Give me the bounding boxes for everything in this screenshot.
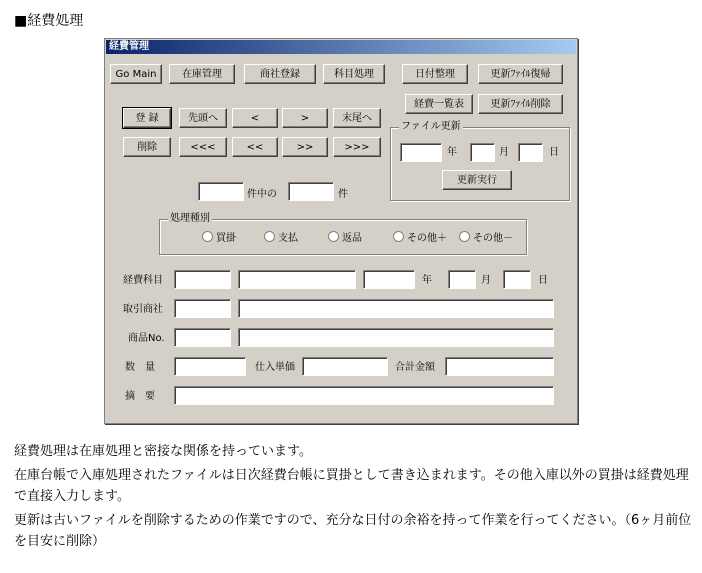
supplier-code-field[interactable]: [174, 299, 231, 318]
count-mid-label: 件中の: [247, 189, 277, 200]
expense-list-button[interactable]: 経費一覧表: [405, 94, 473, 114]
radio-circle: [328, 231, 339, 242]
unit-price-field[interactable]: [302, 357, 388, 376]
radio-circle: [393, 231, 404, 242]
summary-field[interactable]: [174, 386, 554, 405]
radio-accounts-payable[interactable]: [202, 231, 236, 246]
radio-other-minus[interactable]: [459, 231, 513, 246]
update-year-label: 年: [447, 147, 457, 158]
product-no-label: 商品No.: [128, 333, 165, 344]
file-restore-button[interactable]: 更新ﾌｧｲﾙ復帰: [478, 64, 563, 84]
radio-label: その他－: [473, 233, 513, 244]
radio-circle: [202, 231, 213, 242]
update-year-field[interactable]: [400, 143, 442, 162]
expense-item-label: 経費科目: [123, 275, 163, 286]
update-month-label: 月: [499, 147, 509, 158]
current-count-field[interactable]: [198, 182, 244, 201]
next-many-button[interactable]: >>>: [333, 137, 381, 157]
file-delete-button[interactable]: 更新ﾌｧｲﾙ削除: [478, 94, 563, 114]
first-record-button[interactable]: 先頭へ: [179, 108, 227, 128]
run-update-button[interactable]: 更新実行: [442, 170, 512, 190]
radio-label: その他＋: [407, 233, 447, 244]
last-record-button[interactable]: 末尾へ: [333, 108, 381, 128]
description-paragraph-1: 経費処理は在庫処理と密接な関係を持っています。: [14, 444, 312, 459]
prev-some-button[interactable]: <<: [232, 137, 278, 157]
date-arrange-button[interactable]: 日付整理: [402, 64, 468, 84]
radio-label: 買掛: [216, 233, 236, 244]
window-title: 経費管理: [106, 40, 576, 54]
register-button[interactable]: 登 録: [123, 108, 171, 128]
count-end-label: 件: [338, 189, 348, 200]
radio-payment[interactable]: [264, 231, 298, 246]
expense-month-field[interactable]: [448, 270, 476, 289]
quantity-label: 数 量: [125, 362, 155, 373]
file-update-group: [390, 121, 570, 201]
total-amount-field[interactable]: [445, 357, 554, 376]
radio-return[interactable]: [328, 231, 362, 246]
expense-year-label: 年: [422, 275, 432, 286]
radio-other-plus[interactable]: [393, 231, 447, 246]
total-amount-label: 合計金額: [395, 362, 435, 373]
quantity-field[interactable]: [174, 357, 246, 376]
account-process-button[interactable]: 科目処理: [323, 64, 385, 84]
expense-code-field[interactable]: [174, 270, 231, 289]
next-record-button[interactable]: >: [282, 108, 328, 128]
expense-year-field[interactable]: [363, 270, 415, 289]
expense-day-field[interactable]: [503, 270, 531, 289]
process-type-group: [159, 213, 527, 255]
page-heading: ■経費処理: [14, 13, 84, 29]
expense-day-label: 日: [538, 275, 548, 286]
supplier-name-field[interactable]: [238, 299, 554, 318]
radio-circle: [459, 231, 470, 242]
expense-management-window: [104, 38, 578, 424]
inventory-button[interactable]: 在庫管理: [169, 64, 235, 84]
file-update-legend: ファイル更新: [401, 121, 461, 132]
description-paragraph-3: 更新は古いファイルを削除するための作業ですので、充分な日付の余裕を持って作業を行ってください。（6ヶ月前位を目安に削除）: [14, 513, 692, 549]
summary-label: 摘 要: [125, 391, 155, 402]
total-count-field[interactable]: [288, 182, 334, 201]
product-name-field[interactable]: [238, 328, 554, 347]
radio-circle: [264, 231, 275, 242]
radio-label: 支払: [278, 233, 298, 244]
unit-price-label: 仕入単価: [255, 362, 295, 373]
expense-month-label: 月: [481, 275, 491, 286]
process-type-legend: 処理種別: [170, 213, 210, 224]
update-day-field[interactable]: [518, 143, 543, 162]
prev-record-button[interactable]: <: [232, 108, 278, 128]
supplier-label: 取引商社: [123, 304, 163, 315]
description-paragraph-2: 在庫台帳で入庫処理されたファイルは日次経費台帳に買掛として書き込まれます。その他入庫以外の買掛は経費処理で直接入力します。: [14, 468, 689, 504]
next-some-button[interactable]: >>: [282, 137, 328, 157]
update-month-field[interactable]: [470, 143, 495, 162]
update-day-label: 日: [549, 147, 559, 158]
product-code-field[interactable]: [174, 328, 231, 347]
prev-many-button[interactable]: <<<: [179, 137, 227, 157]
go-main-button[interactable]: Go Main: [110, 64, 162, 84]
radio-label: 返品: [342, 233, 362, 244]
delete-button[interactable]: 削除: [123, 137, 171, 157]
company-register-button[interactable]: 商社登録: [244, 64, 316, 84]
expense-name-field[interactable]: [238, 270, 356, 289]
